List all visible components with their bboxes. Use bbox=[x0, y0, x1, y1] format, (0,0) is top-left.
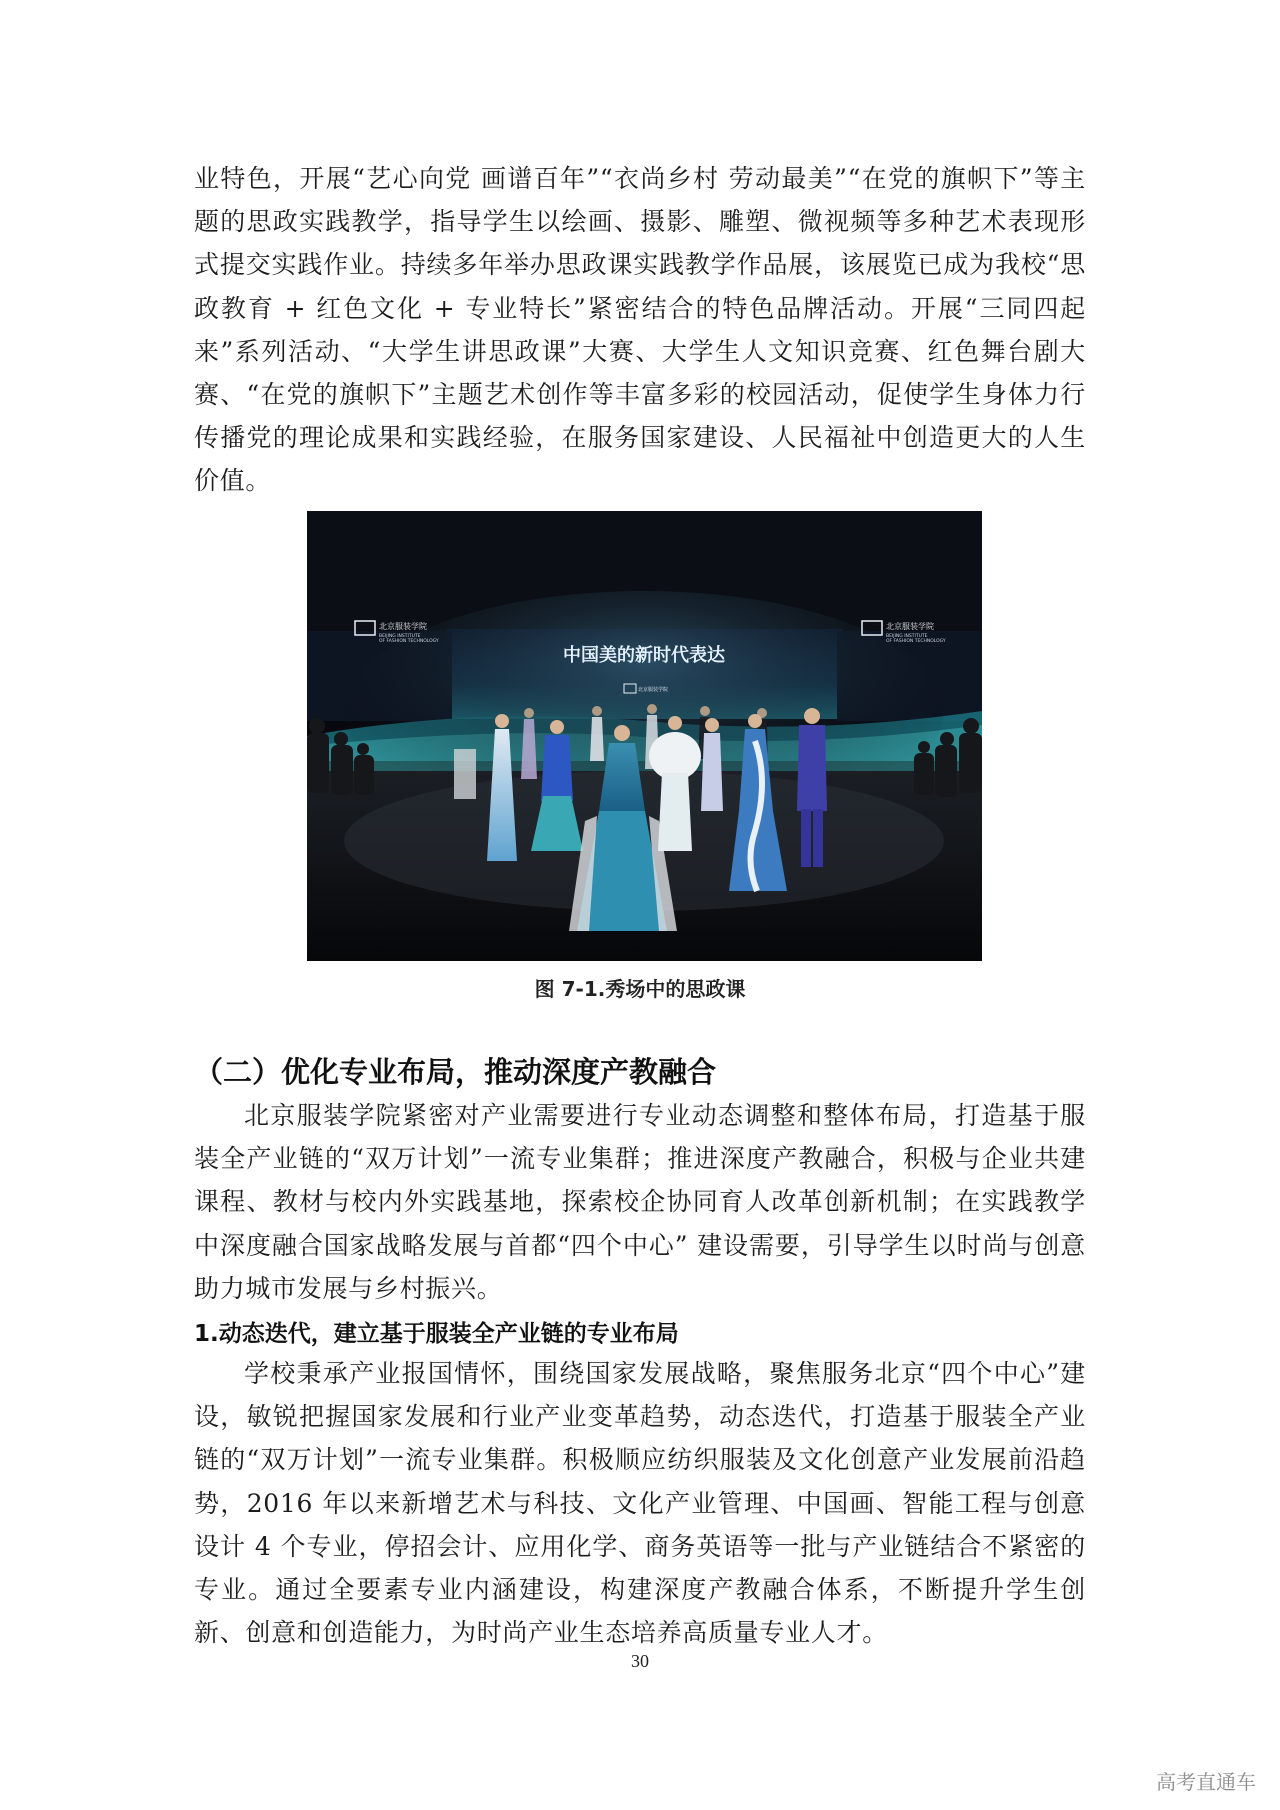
svg-text:北京服装学院: 北京服装学院 bbox=[886, 622, 934, 631]
body-paragraph: 学校秉承产业报国情怀，围绕国家发展战略，聚焦服务北京“四个中心”建设，敏锐把握国家发展和行业产业变革趋势，动态迭代，打造基于服装全产业链的“双万计划”一流专业集群。积极顺应纺织服装及文化创意产业发展前沿趋势，2016 年以来新增艺术与科技、文化产业管理、中国画、智能工程与创意设计 4 个专业，停招会计、应用化学、商务英语等一批与产业链结合不紧密的专业。通过全要素专业内涵建设，构建深度产教融合体系，不断提升学生创新、创意和创造能力，为时尚产业生态培养高质量专业人才。 bbox=[194, 1359, 1086, 1648]
stage-screen-title: 中国美的新时代表达 bbox=[563, 645, 725, 666]
body-paragraph: 北京服装学院紧密对产业需要进行专业动态调整和整体布局，打造基于服装全产业链的“双万计划”一流专业集群；推进深度产教融合，积极与企业共建课程、教材与校内外实践基地，探索校企协同育人改革创新机制；在实践教学中深度融合国家战略发展与首都“四个中心” 建设需要，引导学生以时尚与创意助力城市发展与乡村振兴。 bbox=[194, 1101, 1086, 1303]
subsection-heading: 1.动态迭代，建立基于服装全产业链的专业布局 bbox=[194, 1321, 679, 1347]
watermark-text: 高考直通车 bbox=[1156, 1770, 1256, 1794]
figure-caption: 图 7-1.秀场中的思政课 bbox=[534, 977, 746, 1001]
section-heading: （二）优化专业布局，推动深度产教融合 bbox=[194, 1055, 717, 1089]
svg-text:BEIJING INSTITUTE: BEIJING INSTITUTE bbox=[379, 634, 421, 639]
svg-text:北京服装学院: 北京服装学院 bbox=[379, 622, 427, 631]
body-paragraph: 业特色，开展“艺心向党 画谱百年”“衣尚乡村 劳动最美”“在党的旗帜下”等主题的思政实践教学，指导学生以绘画、摄影、雕塑、微视频等多种艺术表现形式提交实践作业。持续多年举办思政课实践教学作品展，该展览已成为我校“思政教育 + 红色文化 + 专业特长”紧密结合的特色品牌活动。开展“三同四起来”系列活动、“大学生讲思政课”大赛、大学生人文知识竞赛、红色舞台剧大赛、“在党的旗帜下”主题艺术创作等丰富多彩的校园活动，促使学生身体力行传播党的理论成果和实践经验，在服务国家建设、人民福祉中创造更大的人生价值。 bbox=[194, 164, 1086, 496]
podium bbox=[454, 749, 476, 799]
svg-text:北京服装学院: 北京服装学院 bbox=[638, 687, 669, 693]
svg-text:OF FASHION TECHNOLOGY: OF FASHION TECHNOLOGY bbox=[379, 639, 439, 644]
page-number: 30 bbox=[631, 1651, 649, 1671]
svg-text:BEIJING INSTITUTE: BEIJING INSTITUTE bbox=[886, 634, 928, 639]
svg-text:OF FASHION TECHNOLOGY: OF FASHION TECHNOLOGY bbox=[886, 639, 946, 644]
runway-photo-illustration bbox=[307, 511, 982, 961]
fashion-show-photo bbox=[307, 511, 982, 961]
